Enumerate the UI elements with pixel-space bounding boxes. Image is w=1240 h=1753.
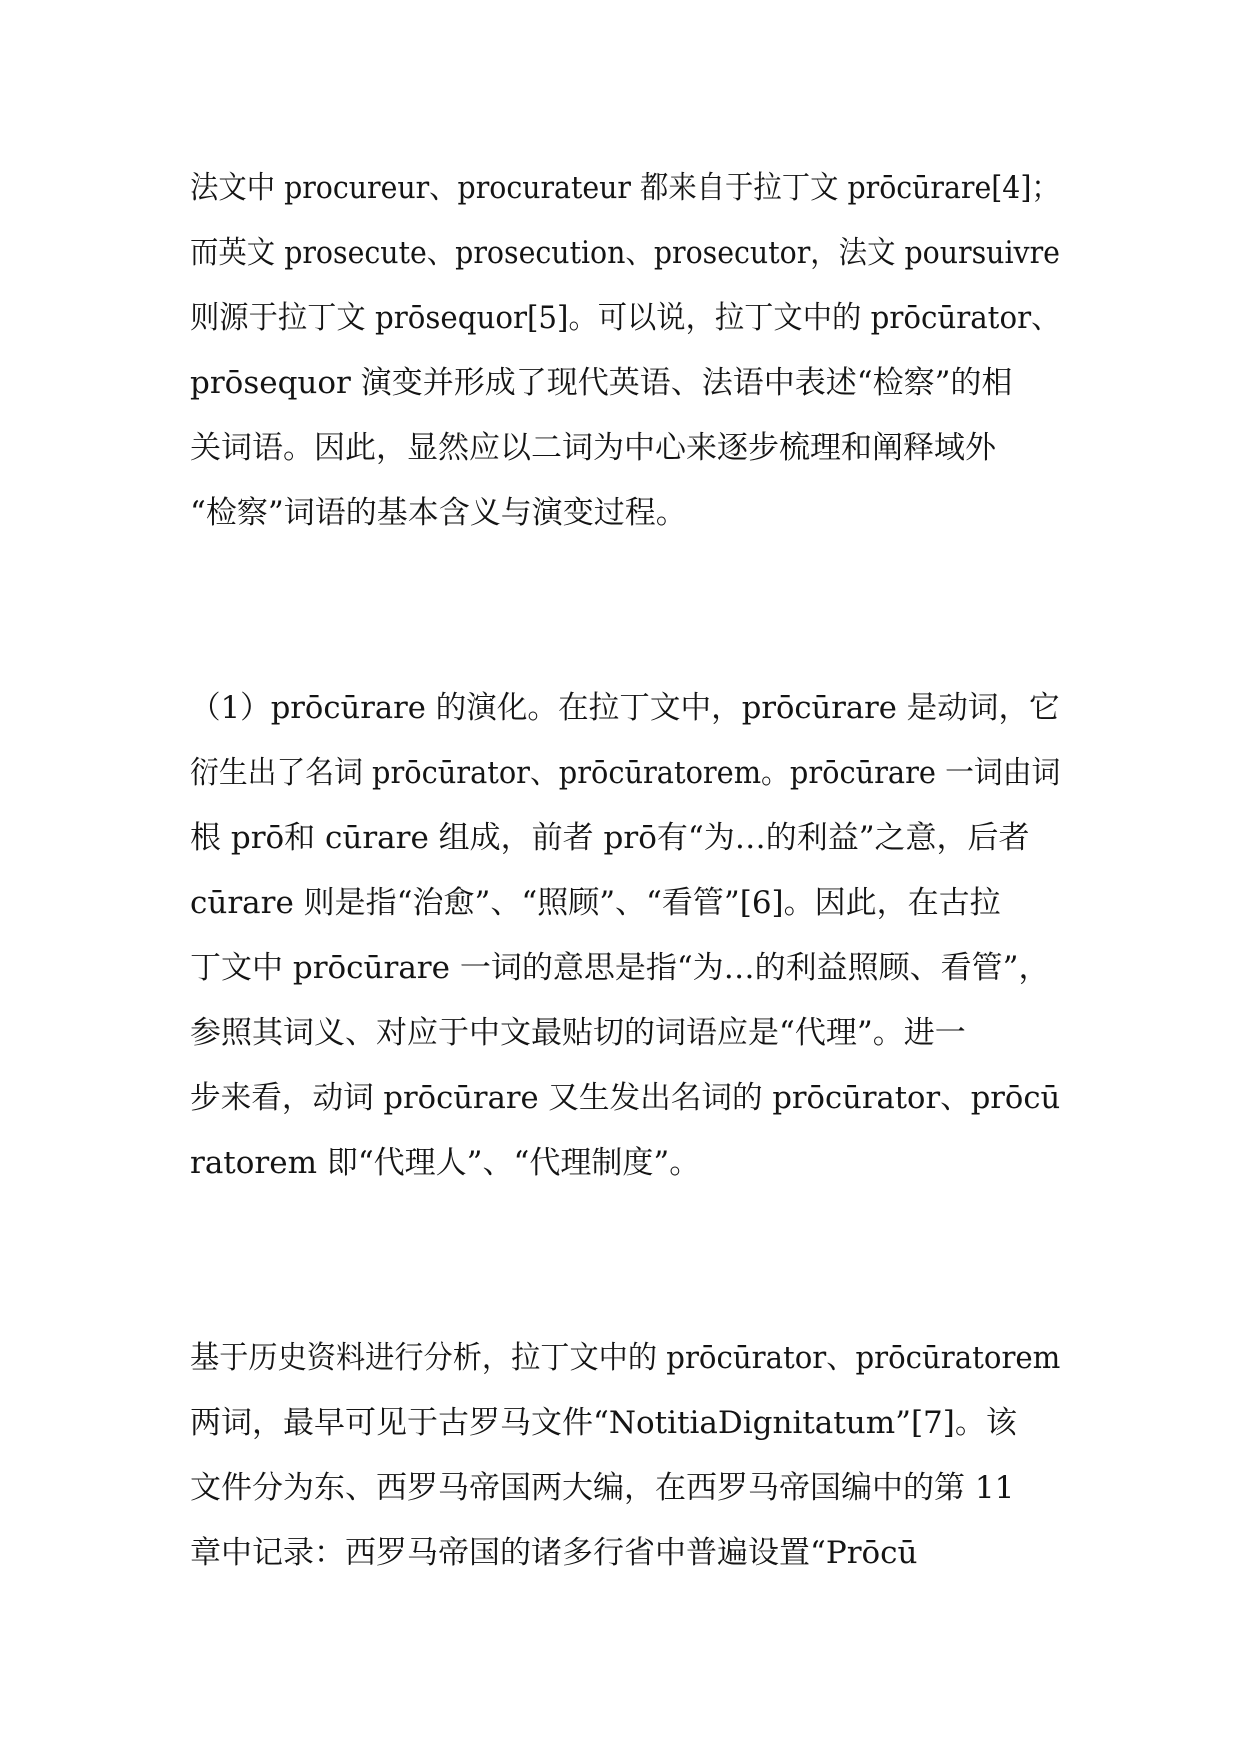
text-line: 步来看，动词 prōcūrare 又生发出名词的 prōcūrator、prōcū	[190, 1080, 1061, 1116]
text-line: 两词，最早可见于古罗马文件“NotitiaDignitatum”[7]。该	[190, 1405, 1017, 1441]
text-line: （1）prōcūrare 的演化。在拉丁文中，prōcūrare 是动词，它	[190, 690, 1060, 726]
text-line: cūrare 则是指“治愈”、“照顾”、“看管”[6]。因此，在古拉	[190, 885, 1001, 921]
text-line: 章中记录：西罗马帝国的诸多行省中普遍设置“Prōcū	[190, 1535, 918, 1571]
paragraph-procurare-evolution	[190, 676, 1060, 1196]
text-line: “检察”词语的基本含义与演变过程。	[190, 495, 687, 531]
text-line: ratorem 即“代理人”、“代理制度”。	[190, 1145, 701, 1181]
text-line: prōsequor 演变并形成了现代英语、法语中表述“检察”的相	[190, 365, 1013, 401]
text-line: 关词语。因此，显然应以二词为中心来逐步梳理和阐释域外	[190, 430, 996, 466]
text-line: 根 prō和 cūrare 组成，前者 prō有“为…的利益”之意，后者	[190, 820, 1030, 856]
text-line: 而英文 prosecute、prosecution、prosecutor，法文 poursuivre	[190, 235, 1060, 271]
paragraph-latin-french-origins	[190, 156, 1060, 546]
text-line: 法文中 procureur、procurateur 都来自于拉丁文 prōcūrare[4]；	[190, 170, 1060, 206]
text-line: 衍生出了名词 prōcūrator、prōcūratorem。prōcūrare 一词由词	[190, 755, 1061, 791]
text-line: 丁文中 prōcūrare 一词的意思是指“为…的利益照顾、看管”，	[190, 950, 1050, 986]
text-line: 参照其词义、对应于中文最贴切的词语应是“代理”。进一	[190, 1015, 966, 1051]
text-line: 基于历史资料进行分析，拉丁文中的 prōcūrator、prōcūratorem	[190, 1340, 1061, 1376]
text-line: 则源于拉丁文 prōsequor[5]。可以说，拉丁文中的 prōcūrator、	[190, 300, 1061, 336]
paragraph-historical-sources	[190, 1326, 1060, 1586]
text-line: 文件分为东、西罗马帝国两大编，在西罗马帝国编中的第 11	[190, 1470, 1015, 1506]
